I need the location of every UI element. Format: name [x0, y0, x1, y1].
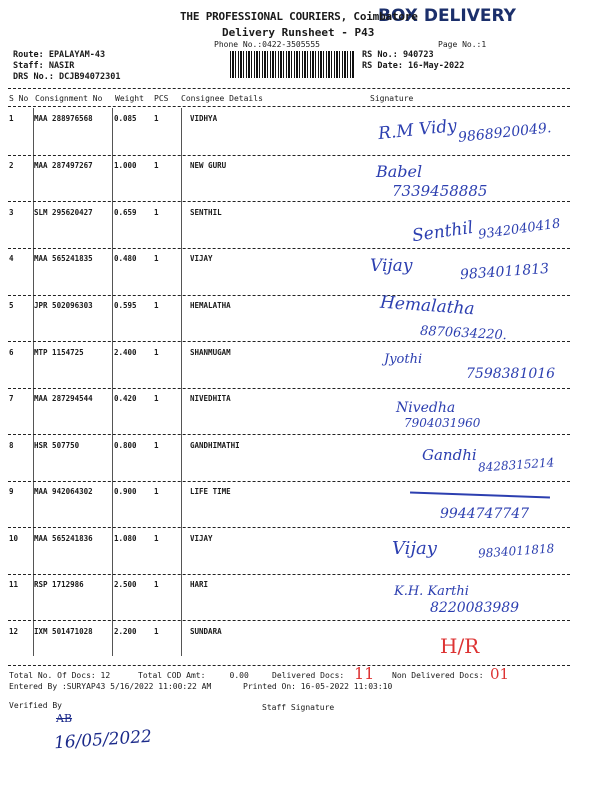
verified-date-handwriting: 16/05/2022 [53, 726, 153, 754]
table-row: 6 MTP 1154725 2.400 1 SHANMUGAM [9, 348, 231, 357]
signature-handwriting: Vijay [392, 538, 437, 559]
staff-signature-label: Staff Signature [262, 703, 335, 712]
table-row: 9 MAA 942064302 0.900 1 LIFE TIME [9, 487, 231, 496]
table-row: 4 MAA 565241835 0.480 1 VIJAY [9, 254, 213, 263]
table-row: 2 MAA 287497267 1.000 1 NEW GURU [9, 161, 227, 170]
table-row: 10 MAA 565241836 1.080 1 VIJAY [9, 534, 213, 543]
col-header-pcs: PCS [154, 94, 169, 103]
phone-number: Phone No.:0422-3505555 [214, 40, 320, 49]
phone-handwriting: 7598381016 [466, 366, 556, 382]
row-divider [8, 620, 570, 621]
col-header-weight: Weight [115, 94, 144, 103]
col-header-consignment: Consignment No [35, 94, 103, 103]
rs-number: RS No.: 940723 [362, 50, 434, 60]
hold-return-mark: H/R [440, 634, 480, 658]
table-row: 12 IXM 501471028 2.200 1 SUNDARA [9, 627, 222, 636]
row-divider [8, 388, 570, 389]
header-divider-top [8, 88, 570, 89]
non-delivered-value: 01 [490, 665, 510, 683]
table-row: 3 SLM 295620427 0.659 1 SENTHIL [9, 208, 222, 217]
table-row: 1 MAA 288976568 0.085 1 VIDHYA [9, 114, 218, 123]
verified-by-label: Verified By [9, 701, 62, 710]
signature-handwriting: Babel [376, 162, 423, 181]
phone-handwriting: 8870634220. [419, 323, 508, 344]
barcode-image [230, 51, 355, 78]
phone-handwriting: 9342040418 [477, 216, 562, 243]
signature-handwriting: Senthil [410, 217, 475, 247]
row-divider [8, 574, 570, 575]
phone-handwriting: 7904031960 [404, 416, 481, 430]
phone-handwriting: 9834011818 [477, 541, 555, 561]
signature-handwriting: Gandhi [422, 446, 477, 464]
drs-number: DRS No.: DCJB94072301 [13, 72, 121, 82]
row-divider [8, 527, 570, 528]
table-row: 11 RSP 1712986 2.500 1 HARI [9, 580, 209, 589]
table-row: 8 HSR 507750 0.800 1 GANDHIMATHI [9, 441, 240, 450]
delivered-docs-value: 11 [354, 664, 375, 683]
phone-handwriting: 8220083989 [430, 600, 520, 616]
row-divider [8, 155, 570, 156]
col-header-sno: S No [9, 94, 29, 103]
col-header-consignee: Consignee Details [181, 94, 263, 103]
page-number: Page No.:1 [438, 40, 487, 49]
box-delivery-stamp: BOX DELIVERY [378, 6, 516, 26]
entered-by: Entered By :SURYAP43 5/16/2022 11:00:22 AM [9, 682, 212, 691]
row-divider [8, 248, 570, 249]
page-title: THE PROFESSIONAL COURIERS, Coimbatore [180, 10, 418, 23]
table-row: 7 MAA 287294544 0.420 1 NIVEDHITA [9, 394, 231, 403]
signature-handwriting: R.M Vidy [377, 115, 458, 145]
rs-date: RS Date: 16-May-2022 [362, 61, 465, 71]
staff-label: Staff: NASIR [13, 61, 75, 71]
total-cod: Total COD Amt: 0.00 [138, 671, 249, 680]
phone-handwriting: 8428315214 [477, 455, 555, 475]
signature-handwriting: K.H. Karthi [394, 584, 469, 599]
signature-handwriting: Nivedha [396, 400, 456, 416]
signature-handwriting: Vijay [370, 256, 413, 276]
phone-handwriting: 7339458885 [392, 182, 488, 200]
signature-handwriting: Jyothi [384, 352, 423, 367]
signature-handwriting: Hemalatha [379, 292, 476, 320]
delivered-docs-label: Delivered Docs: [272, 671, 345, 680]
col-header-signature: Signature [370, 94, 414, 103]
verifier-initials: AB [56, 712, 73, 725]
row-divider [8, 481, 570, 482]
non-delivered-label: Non Delivered Docs: [392, 671, 484, 680]
row-divider [8, 665, 570, 666]
phone-handwriting: 9868920049. [457, 120, 553, 146]
route-label: Route: EPALAYAM-43 [13, 50, 106, 60]
printed-on: Printed On: 16-05-2022 11:03:10 [243, 682, 393, 691]
phone-handwriting: 9834011813 [459, 260, 550, 284]
row-divider [8, 201, 570, 202]
page-subtitle: Delivery Runsheet - P43 [222, 26, 375, 39]
total-docs: Total No. Of Docs: 12 [9, 671, 111, 680]
table-row: 5 JPR 502096303 0.595 1 HEMALATHA [9, 301, 231, 310]
row-divider [8, 295, 570, 296]
phone-handwriting: 9944747747 [440, 506, 530, 522]
header-divider-bottom [8, 106, 570, 107]
row-divider [8, 434, 570, 435]
